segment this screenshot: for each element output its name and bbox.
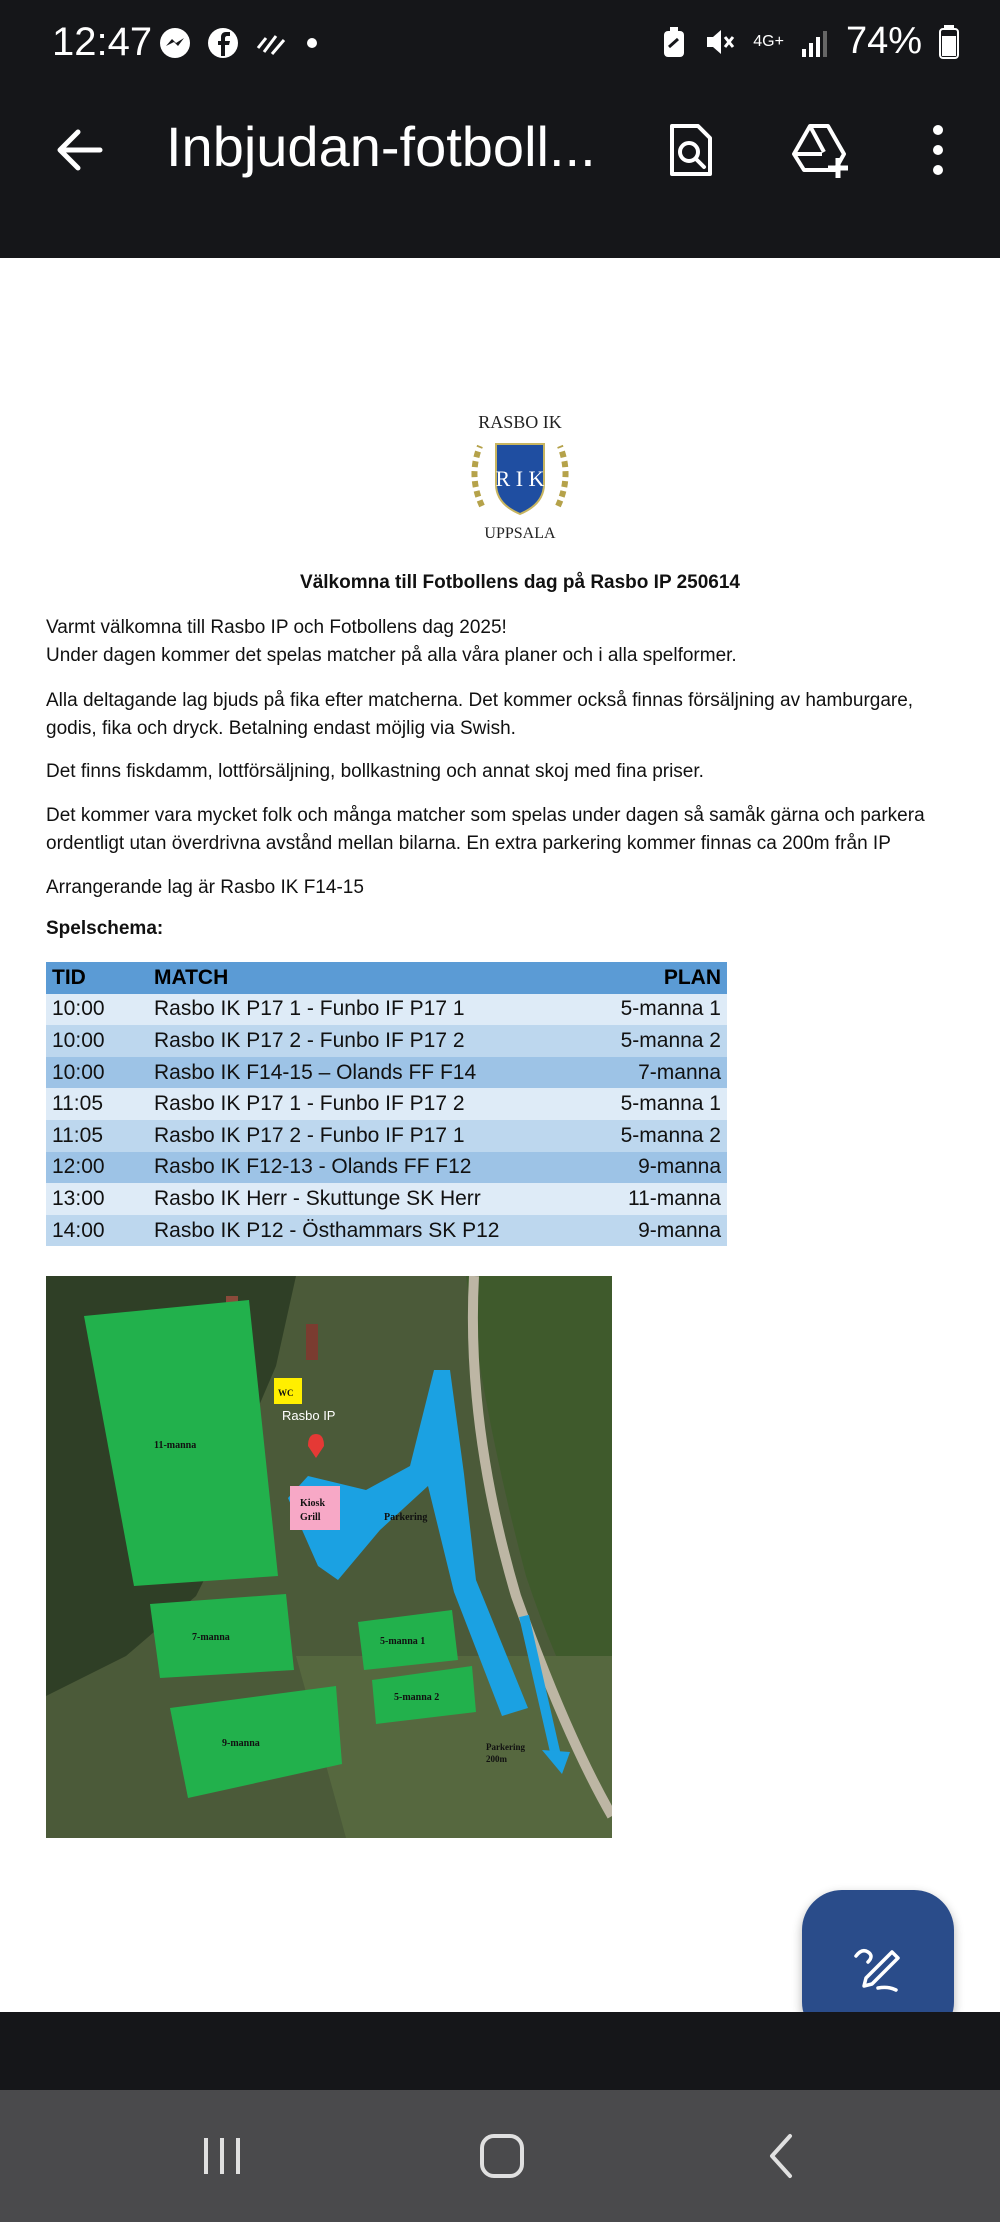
cell-time: 10:00 (46, 1057, 148, 1089)
cell-match: Rasbo IK P17 1 - Funbo IF P17 1 (148, 994, 588, 1026)
label-11-manna: 11-manna (154, 1440, 197, 1451)
cell-plan: 5-manna 2 (588, 1120, 727, 1152)
logo-bottom-text: UPPSALA (484, 525, 556, 542)
cell-time: 10:00 (46, 1025, 148, 1057)
cell-match: Rasbo IK Herr - Skuttunge SK Herr (148, 1183, 588, 1215)
app-bar (0, 90, 1000, 258)
system-nav-bar (0, 2090, 1000, 2222)
label-9-manna: 9-manna (222, 1738, 260, 1749)
status-time: 12:47 (52, 20, 153, 64)
label-5-manna-1: 5-manna 1 (380, 1636, 426, 1647)
table-row (46, 1215, 727, 1247)
arrow-back-icon[interactable] (50, 120, 110, 180)
label-parkering-extra: Parkering (486, 1742, 525, 1752)
system-icons (661, 20, 960, 63)
intro-line-1: Varmt välkomna till Rasbo IP och Fotbollens dag 2025! (46, 617, 507, 638)
activity-icon (254, 26, 288, 60)
cell-plan: 5-manna 1 (588, 1088, 727, 1120)
cell-plan: 9-manna (588, 1215, 727, 1247)
table-row (46, 1025, 727, 1057)
label-wc: WC (278, 1388, 294, 1398)
table-row (46, 1120, 727, 1152)
cell-time: 13:00 (46, 1183, 148, 1215)
label-rasbo-ip: Rasbo IP (282, 1408, 336, 1423)
document-heading: Välkomna till Fotbollens dag på Rasbo IP 250614 (300, 572, 740, 593)
logo-top-text: RASBO IK (478, 412, 562, 432)
cell-plan: 5-manna 1 (588, 994, 727, 1026)
search-document-icon[interactable] (658, 118, 722, 182)
cell-time: 12:00 (46, 1152, 148, 1184)
document-title: Inbjudan-fotboll... (166, 115, 596, 178)
organizer-paragraph: Arrangerande lag är Rasbo IK F14-15 (46, 877, 364, 898)
label-grill: Grill (300, 1512, 321, 1523)
label-5-manna-2: 5-manna 2 (394, 1692, 440, 1703)
cell-match: Rasbo IK F14-15 – Olands FF F14 (148, 1057, 588, 1089)
facebook-icon (206, 26, 240, 60)
table-row (46, 1088, 727, 1120)
table-row (46, 1183, 727, 1215)
battery-percent: 74% (845, 20, 922, 62)
header-match: MATCH (148, 962, 588, 994)
more-vert-icon[interactable] (906, 118, 970, 182)
cell-time: 11:05 (46, 1120, 148, 1152)
fika-paragraph: Alla deltagande lag bjuds på fika efter matcherna. Det kommer också finnas försäljning av hamburgare, godis, fika och dryck. Betalning endast möjlig via Swish. (46, 690, 914, 739)
logo-initials: R I K (495, 466, 545, 491)
cell-plan: 11-manna (588, 1183, 727, 1215)
network-type: 4G+ (753, 32, 784, 50)
cell-time: 11:05 (46, 1088, 148, 1120)
home-icon[interactable] (472, 2126, 532, 2186)
header-time: TID (46, 962, 148, 994)
cell-plan: 5-manna 2 (588, 1025, 727, 1057)
map-building-small (306, 1324, 318, 1360)
signal-icon (800, 25, 830, 59)
edit-pen-icon (848, 1936, 908, 1996)
table-row (46, 1152, 727, 1184)
battery-icon (938, 24, 960, 60)
cell-match: Rasbo IK P17 2 - Funbo IF P17 1 (148, 1120, 588, 1152)
battery-saver-icon (661, 25, 687, 59)
cell-match: Rasbo IK P17 2 - Funbo IF P17 2 (148, 1025, 588, 1057)
schedule-header-row (46, 962, 727, 994)
activities-paragraph: Det finns fiskdamm, lottförsäljning, bollkastning och annat skoj med fina priser. (46, 761, 704, 782)
schedule-table (46, 962, 727, 1246)
cell-time: 10:00 (46, 994, 148, 1026)
cell-match: Rasbo IK P12 - Östhammars SK P12 (148, 1215, 588, 1247)
label-parkering-200m: 200m (486, 1754, 507, 1764)
messenger-icon (158, 26, 192, 60)
document-page[interactable] (0, 258, 1000, 2012)
status-bar (0, 0, 1000, 90)
rasbo-ik-logo (450, 406, 590, 546)
cell-plan: 9-manna (588, 1152, 727, 1184)
venue-map (46, 1276, 612, 1838)
back-nav-icon[interactable] (752, 2126, 812, 2186)
document-bottom-bar (0, 2012, 1000, 2090)
notification-icons (158, 26, 322, 60)
cell-time: 14:00 (46, 1215, 148, 1247)
add-to-drive-icon[interactable] (788, 118, 852, 182)
label-kiosk: Kiosk (300, 1498, 326, 1509)
mute-icon (703, 25, 737, 59)
cell-plan: 7-manna (588, 1057, 727, 1089)
recent-apps-icon[interactable] (192, 2126, 252, 2186)
intro-line-2: Under dagen kommer det spelas matcher på alla våra planer och i alla spelformer. (46, 645, 737, 666)
table-row (46, 994, 727, 1026)
cell-match: Rasbo IK F12-13 - Olands FF F12 (148, 1152, 588, 1184)
label-7-manna: 7-manna (192, 1632, 230, 1643)
header-plan: PLAN (588, 962, 727, 994)
table-row (46, 1057, 727, 1089)
parking-paragraph: Det kommer vara mycket folk och många matcher som spelas under dagen så samåk gärna och parkera ordentligt utan överdrivna avstånd mellan bilarna. En extra parkering kommer finnas ca 200m från IP (46, 805, 925, 854)
cell-match: Rasbo IK P17 1 - Funbo IF P17 2 (148, 1088, 588, 1120)
intro-paragraph (46, 614, 946, 670)
dot-icon (302, 26, 322, 60)
label-parkering: Parkering (384, 1512, 428, 1523)
schedule-label: Spelschema: (46, 918, 164, 939)
